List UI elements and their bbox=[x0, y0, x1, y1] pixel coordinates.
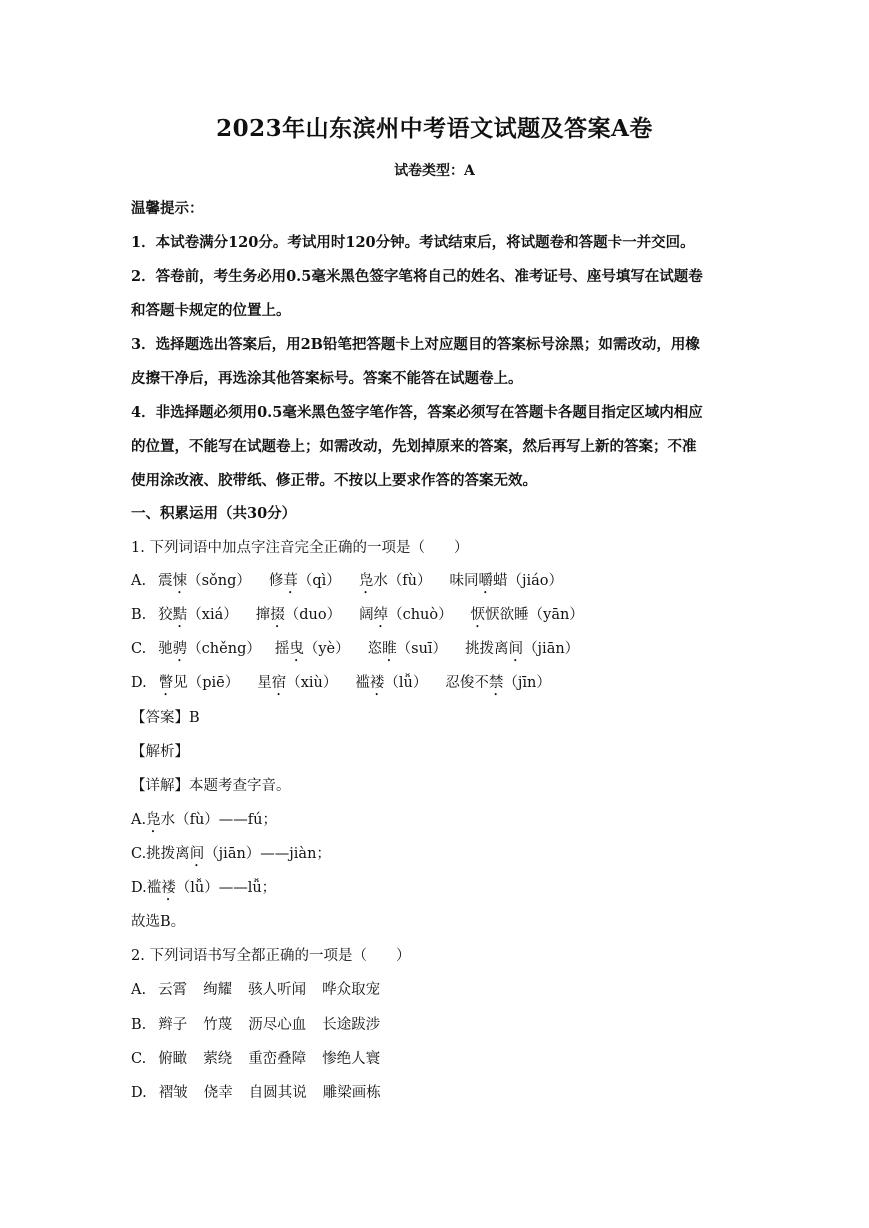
question-2-stem: 2. 下列词语书写全都正确的一项是（ ） bbox=[131, 948, 411, 964]
document-title: 2023年山东滨州中考语文试题及答案A卷 bbox=[216, 115, 653, 142]
notice-item: 3．选择题选出答案后，用2B铅笔把答题卡上对应题目的答案标号涂黑；如需改动，用橡 bbox=[131, 336, 700, 353]
question-2-option-a: A. 云霄 绚耀 骇人听闻 哗众取宠 bbox=[131, 982, 381, 998]
question-2-option-b: B. 辫子 竹蔑 沥尽心血 长途跋涉 bbox=[131, 1017, 381, 1033]
notice-item: 1．本试卷满分120分。考试用时120分钟。考试结束后，将试题卷和答题卡一并交回。 bbox=[131, 234, 695, 251]
notice-item: 和答题卡规定的位置上。 bbox=[131, 302, 291, 319]
question-1-correction-a: A.凫水（fù）——fú； bbox=[131, 812, 278, 828]
notice-item: 4．非选择题必须用0.5毫米黑色签字笔作答，答案必须写在答题卡各题目指定区域内相应 bbox=[131, 404, 703, 421]
question-1-conclusion: 故选B。 bbox=[131, 914, 186, 930]
question-2-option-c: C. 俯瞰 萦绕 重峦叠障 惨绝人寰 bbox=[131, 1051, 381, 1067]
question-1-option-b: B. 狡黠（xiá） 撺掇（duo） 阔绰（chuò） 恹恹欲睡（yān） bbox=[131, 607, 584, 623]
question-2-option-d: D. 褶皱 侥幸 自圆其说 雕梁画栋 bbox=[131, 1085, 381, 1101]
question-1-correction-d: D.褴褛（lǚ）——lǚ； bbox=[131, 880, 277, 896]
question-1-detail: 【详解】本题考查字音。 bbox=[131, 778, 291, 794]
question-1-correction-c: C.挑拨离间（jiān）——jiàn； bbox=[131, 846, 331, 862]
question-1-stem: 1. 下列词语中加点字注音完全正确的一项是（ ） bbox=[131, 540, 469, 556]
notice-heading: 温馨提示： bbox=[131, 200, 204, 217]
question-1-analysis-heading: 【解析】 bbox=[131, 744, 189, 760]
section-heading: 一、积累运用（共30分） bbox=[131, 505, 297, 522]
notice-item: 皮擦干净后，再选涂其他答案标号。答案不能答在试题卷上。 bbox=[131, 370, 523, 387]
notice-item: 2．答卷前，考生务必用0.5毫米黑色签字笔将自己的姓名、准考证号、座号填写在试题卷 bbox=[131, 268, 703, 285]
paper-type: 试卷类型：A bbox=[394, 163, 475, 179]
question-1-answer: 【答案】B bbox=[131, 710, 200, 726]
question-1-option-d: D. 瞥见（piē） 星宿（xiù） 褴褛（lǚ） 忍俊不禁（jīn） bbox=[131, 675, 551, 691]
question-1-option-a: A. 震悚（sǒng） 修葺（qì） 凫水（fù） 味同嚼蜡（jiáo） bbox=[131, 573, 564, 589]
notice-item: 使用涂改液、胶带纸、修正带。不按以上要求作答的答案无效。 bbox=[131, 472, 537, 489]
notice-item: 的位置，不能写在试题卷上；如需改动，先划掉原来的答案，然后再写上新的答案；不准 bbox=[131, 438, 697, 455]
question-1-option-c: C. 驰骋（chěng） 摇曳（yè） 恣睢（suī） 挑拨离间（jiān） bbox=[131, 641, 580, 657]
